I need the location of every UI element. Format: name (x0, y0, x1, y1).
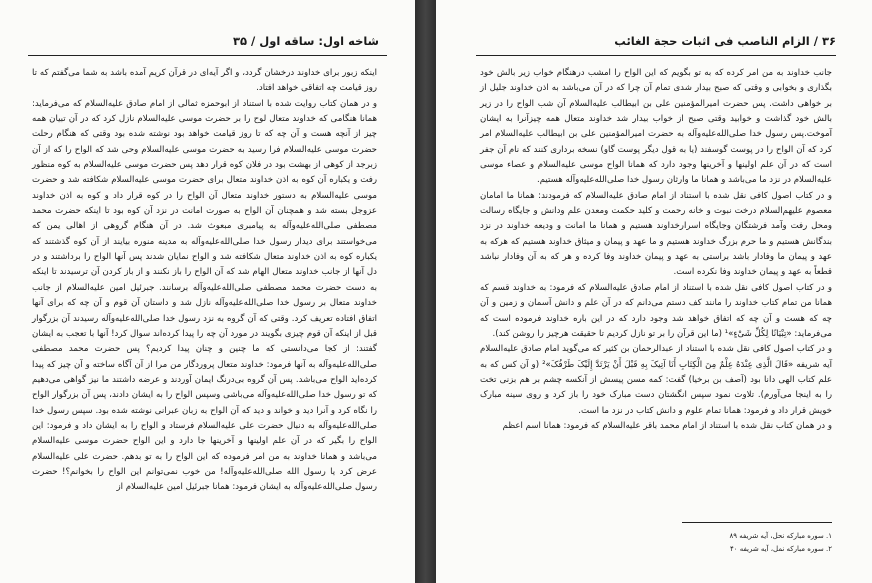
footnote-rule (682, 522, 832, 523)
right-header-rule (476, 55, 836, 56)
left-page-body (32, 66, 377, 496)
book-gutter (415, 0, 436, 583)
right-page (436, 0, 872, 583)
footnote: ۲. سوره مبارکه نمل، آیه شریفه ۴۰ (729, 545, 832, 553)
left-paragraph: و در همان کتاب روایت شده با استناد از ابوحمزه ثمالی از امام صادق علیه‌السلام که می‌فرماید: همانا هنگامی که خداوند متعال لوح را بر حضرت موسی علیه‌السلام نازل کرد که در آن تبیان همه چیز از آنچه هست و آن چه که تا روز قیامت خواهد بود نوشته شده بود وقتی که هنگام رحلت حضرت موسی علیه‌السلام فرا رسید به حضرت موسی علیه‌السلام وحی شد که الواح را که از آن زبرجد از کوهی از بهشت بود در فلان کوه قرار دهد پس حضرت موسی علیه‌السلام به کوه منظور رفت و یکباره آن کوه به اذن خداوند متعال برای حضرت موسی علیه‌السلام شکافته شد و حضرت موسی علیه‌السلام به دستور خداوند متعال آن الواح را در کوه قرار داد و کوه به اذن خداوند عزوجل بسته شد و همچنان آن الواح به صورت امانت در نزد آن کوه بود تا اینکه حضرت محمد مصطفی صلی‌الله‌علیه‌وآله به پیامبری مبعوث شد. در آن هنگام گروهی از اهالی یمن که می‌خواستند برای دیدار رسول خدا صلی‌الله‌علیه‌وآله به مدینه منوره بیایند از آن کوه گذشتند که یکباره کوه به اذن خداوند متعال شکافته شد و الواح نمایان شدند پس آنها الواح را برداشتند و در دل آنها از جانب خداوند متعال الهام شد که آن الواح را باز نکنند و از باز کردن آن ترسیدند تا اینکه به دست حضرت محمد مصطفی صلی‌الله‌علیه‌وآله برسانند. جبرئیل امین علیه‌السلام از جانب خداوند متعال بر رسول خدا صلی‌الله‌علیه‌وآله نازل شد و داستان آن قوم و آن چه که برای آنها اتفاق افتاده تعریف کرد. وقتی که آن گروه به نزد رسول خدا صلی‌الله‌علیه‌وآله رسیدند آن بزرگوار قبل از اینکه آن قوم چیزی بگویند در مورد آن چه را پیدا کرده‌اند سوال کرد! آنها با تعجب به ایشان گفتند: از کجا می‌دانستی که ما چنین و چنان پیدا کردیم؟ پس حضرت محمد مصطفی صلی‌الله‌علیه‌وآله به آنها فرمود: خداوند متعال پروردگار من مرا از آن آگاه ساخته و آن چیز که پیدا کرده‌اید الواح می‌باشد. پس آن گروه بی‌درنگ ایمان آوردند و عرضه داشتند ما نیز گواهی می‌دهیم که تو رسول خدا صلی‌الله‌علیه‌وآله می‌باشی وسپس الواح را به ایشان دادند، پس آن بزرگوار الواح را نگاه کرد و آنرا دید و خواند و دید که آن الواح به زبان عبرانی نوشته شده بود. سپس رسول خدا صلی‌الله‌علیه‌وآله به دنبال حضرت علی علیه‌السلام فرستاد و الواح را به ایشان داد و فرمود: این الواح را بگیر که در آن علم اولینها و آخرینها جا دارد و این الواح حضرت موسی علیه‌السلام می‌باشد و همانا خداوند به من امر فرموده که این الواح را به تو بدهم. حضرت علی علیه‌السلام عرض کرد یا رسول الله صلی‌الله‌علیه‌وآله! من خوب نمی‌توانم این الواح را بخوانم؟! حضرت رسول صلی‌الله‌علیه‌وآله به ایشان فرمود: همانا جبرئیل امین علیه‌السلام از (32, 98, 377, 493)
left-paragraph: اینکه زبور برای خداوند درخشان گردد، و اگر آیه‌ای در قرآن کریم آمده باشد به شما می‌گفتم که تا روز قیامت چه اتفاقی خواهد افتاد. (32, 68, 377, 94)
right-page-header: ۳۶ / الزام الناصب فی اثبات حجة الغائب (614, 34, 836, 48)
left-header-rule (28, 55, 387, 56)
right-paragraph: و در کتاب اصول کافی نقل شده با استناد از عبدالرحمان بن کثیر که می‌گوید امام صادق علیه‌السلام آیه شریفه «قَالَ الَّذِی عِنْدَهُ عِلْمٌ مِنَ الْکِتَابِ أَنَا آتِیکَ بِهِ قَبْلَ أَنْ یَرْتَدَّ إِلَیْکَ طَرْفُکَ»² (و آن کس که به علم کتاب الهی دانا بود (آصف بن برخیا) گفت: کمه مسن پیسش از آنکسه چشم بر هم بزنی تخت را به اینجا می‌آورم). تلاوت نمود سپس انگشتان دست مبارک خود را باز کرد و روی سینه مبارک خویش قرار داد و فرمود: همانا تمام علوم و دانش کتاب در نزد ما است. (480, 344, 832, 416)
right-paragraph: جانب خداوند به من امر کرده که به تو بگویم که این الواح را امشب درهنگام خواب زیر بالش خود بگذاری و بخوابی و وقتی که صبح بیدار شدی تمام آن چرا که در آن می‌باشد به اذن خداوند جلیل از بر خواهی داشت. پس حضرت امیرالمؤمنین علی بن ابیطالب علیه‌السلام آن شب الواح را در زیر بالش خود گذاشت و خوابید وقتی صبح از خواب بیدار شد خداوند متعال همه چیزآنرا به ایشان آموخت.پس رسول خدا صلی‌الله‌علیه‌وآله به حضرت امیرالمؤمنین علی بن ابیطالب علیه‌السلام امر کرد که آن الواح را در پوست گوسفند (یا به قول دیگر پوست گاو) نسخه برداری کنند که نام آن جفر است که در آن علم اولینها و آخرینها وجود دارد که همانا الواح موسی علیه‌السلام و عصاء موسی علیه‌السلام در نزد ما می‌باشد و همانا ما وارثان رسول خدا صلی‌الله‌علیه‌وآله هستیم. (480, 68, 832, 186)
footnote: ۱. سوره مبارکه نحل، آیه شریفه ۸۹ (729, 532, 832, 540)
left-page-header: شاخه اول: ساقه اول / ۳۵ (232, 34, 379, 48)
right-paragraph: و در همان کتاب نقل شده با استناد از امام محمد باقر علیه‌السلام که فرمود: همانا اسم اعظم (502, 420, 832, 431)
footnotes (480, 530, 832, 556)
right-paragraph: و در کتاب اصول کافی نقل شده با استناد از امام صادق علیه‌السلام که فرمود: به خداوند قسم که همانا من تمام کتاب خداوند را مانند کف دستم می‌دانم که در آن علم و دانش آسمان و زمین و آن چه که هست و آن چه که اتفاق خواهد شد وجود دارد که در این باره خداوند فرموده است که می‌فرماید: «تِبْیَانًا لِکُلِّ شَیْءٍ»¹ (ما این قرآن را بر تو نازل کردیم تا حقیقت هرچیز را روشن کند). (480, 282, 832, 339)
right-page-body (480, 66, 832, 434)
left-page (0, 0, 415, 583)
right-paragraph: و در کتاب اصول کافی نقل شده با استناد از امام صادق علیه‌السلام که فرمودند: همانا ما امامان معصوم علیهم‌السلام درخت نبوت و خانه رحمت و کلید حکمت ومعدن علم ودانش و جایگاه رسالت ومحل رفت وآمد فرشتگان وجایگاه اسرارخداوند هستیم و همانا ما امانت و ودیعه خداوند در نزد بندگانش هستیم و ما حرم بزرگ خداوند هستیم و ما عهد و پیمان و میثاق خداوند هستیم که هرکه به عهد و پیمان ما وفادار باشد براستی به عهد و پیمان خداوند وفا کرده و هر که به آن وفادار نباشد قطعاً به عهد و پیمان خداوند وفا نکرده است. (480, 190, 832, 278)
